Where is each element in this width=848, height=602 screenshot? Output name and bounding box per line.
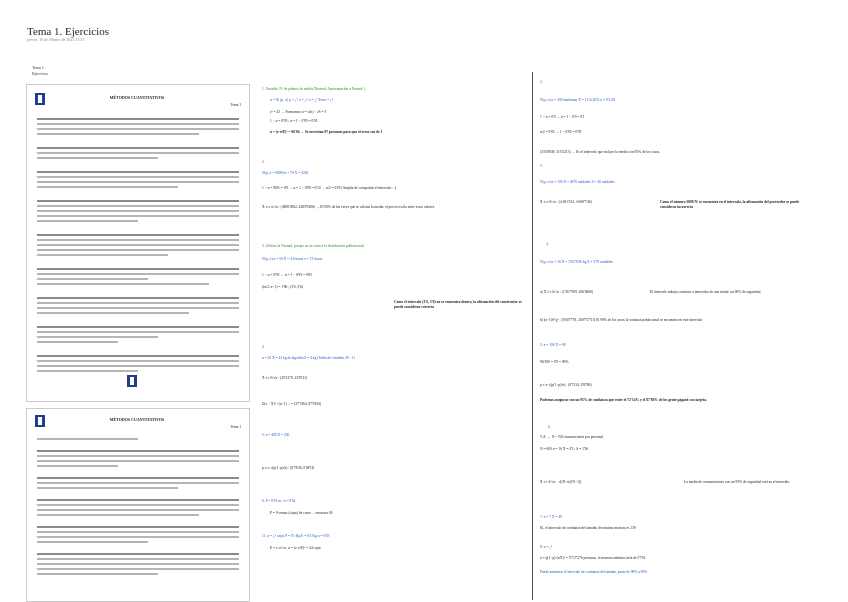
solution-heading: 2. [262, 160, 265, 164]
solution-heading: 6. P = 0'01 m ; n = 0'62 [262, 499, 296, 503]
exercise-page-1 [26, 84, 250, 402]
exercise-text-block [37, 115, 239, 375]
solution-line: V.A. → N ~ N(Consumiciones por persona) [540, 435, 604, 439]
page-meta: jueves, 16 de febrero de 2023 13:53 [27, 37, 85, 42]
exercise-page-2 [26, 408, 250, 602]
solution-line: n = 30 (μ, σ) μ = ¿? σ = ¿? σ = ¿? Error = ¿? [270, 98, 334, 102]
solution-heading: 3. [540, 164, 543, 168]
tag-tema: Tema 1 [32, 65, 44, 70]
solution-conclusion: La media de consumiciones con un 95% de seguridad está en el intervalo. [684, 480, 791, 484]
page-subheading: Tema 1 [230, 103, 241, 107]
solution-line: P = 9 ventas (cajas) de cinco ... encuesta 49 [270, 511, 333, 515]
column-divider [532, 72, 533, 600]
solution-heading: 6. [548, 425, 551, 429]
university-logo-icon [127, 375, 137, 387]
solution-heading: 5. n = 100 X̄ = 90 [540, 343, 566, 347]
solution-conclusion: Podemos asegurar con un 95% de confianza que entre el 72'14% y el 87'86% de los gente pagará con tarjeta. [540, 398, 707, 402]
solution-line: N(μ, σ) n = 100 X̄ = 4670 unidades S = 40 unidades [540, 180, 615, 184]
solution-line: El, el intervalo de confianza del tamaño de mínima muestra es 139 [540, 526, 636, 530]
page-heading: MÉTODOS CUANTITATIVOS [109, 417, 165, 422]
solution-heading: 8. n = ¿? [540, 545, 553, 549]
university-logo-icon [35, 415, 45, 427]
solution-heading: 5. n = 400 X̄ = 250 [262, 433, 290, 437]
tag-ejercicios: Ejercicios [32, 71, 48, 76]
solution-heading: 4. [546, 242, 549, 246]
page-heading: MÉTODOS CUANTITATIVOS [109, 95, 165, 100]
solution-line: N(μ, σ) n = 50 X̄ = 4.6 horas s = 1'1 horas [262, 257, 323, 261]
solution-heading: 7. n = 7 X̄ = 49 [540, 515, 562, 519]
solution-line: n = 25 X̄ = 22 kg de algodón S = 4 kg (Tabla de t-student 29 - 1) [262, 356, 355, 360]
solution-heading: 3. (Utilizo la Normal, porque no se conoce la distribución poblacional) [262, 244, 364, 248]
solution-line: N(μ, σ = 9000) n = 70 X̄ = 5230 [262, 171, 309, 175]
solution-heading: 4. [262, 345, 265, 349]
solution-conclusion: Como el número 5000 N/ se encuentra en el intervalo, la afirmación del proveedor se puede considerar incorrecta [660, 200, 800, 209]
solution-heading: 1. Variable: Nº de palmos de niebla (Normal: Aproximación a Normal ) [262, 87, 365, 91]
solution-conclusion: (333'8039, 315'3213) → Es el intervalo que incluye la media con 95% de los casos. [540, 150, 661, 154]
university-logo-icon [35, 93, 45, 105]
solution-conclusion: Como el intervalo (3'6, 5'6) no se encuentra dentro, la afirmación del constructor se puede considerar correcta [394, 300, 522, 309]
solution-line: N(μ, σ) n = 200 tumbonas X̄ = 11'4 (201) σ = 9'2101 [540, 98, 616, 102]
exercise-text-block [37, 435, 239, 578]
page-subheading: Tema 1 [230, 425, 241, 429]
solution-line: N(μ, σ) n = 16 X̄ = 1'56'7056 kg S = 3'79 unidades [540, 260, 613, 264]
solution-line: Puede aumentar el intervalo de confianza del tamaño, pasar de 90% a 99% [540, 570, 648, 574]
solution-line: El intervalo trabaja construir a intervalos de una mitad: un 90% de seguridad [650, 290, 761, 294]
page-title: Tema 1. Ejercicios [27, 26, 110, 38]
solution-heading: 2. [540, 80, 543, 84]
